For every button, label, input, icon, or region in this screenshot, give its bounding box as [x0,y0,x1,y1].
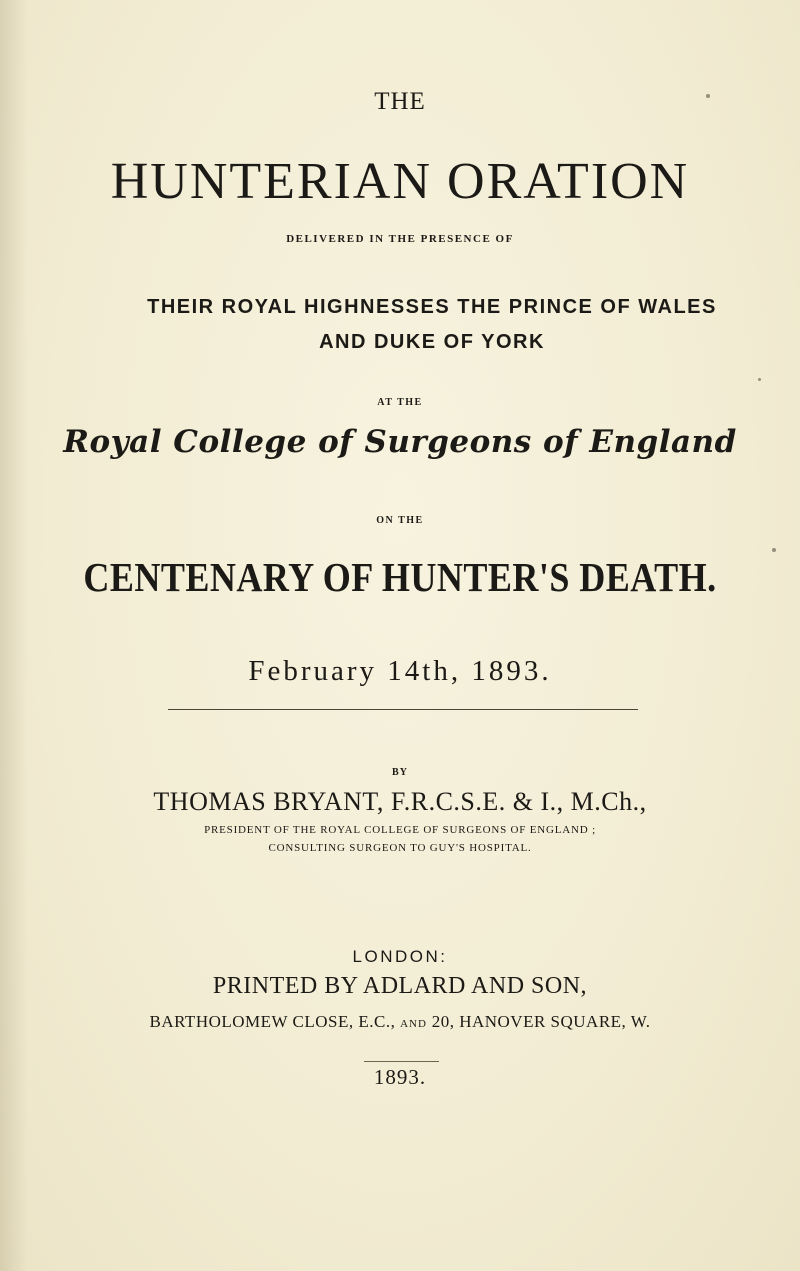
printer-address [0,1012,800,1032]
printer-address-part-2: 20, HANOVER SQUARE, W. [431,1012,651,1031]
royal-line-1: THEIR ROYAL HIGHNESSES THE PRINCE OF WALES [147,296,717,318]
by-line: BY [392,767,408,778]
publication-year: 1893. [373,1065,427,1089]
title-article: THE [374,88,426,115]
institution-name: Royal College of Surgeons of England [63,424,737,460]
author-title-1: PRESIDENT OF THE ROYAL COLLEGE OF SURGEONS OF ENGLAND ; [204,824,596,836]
divider-rule [168,709,638,710]
author-title-2: CONSULTING SURGEON TO GUY'S HOSPITAL. [268,842,532,854]
on-the-line: ON THE [376,515,424,526]
occasion-title: CENTENARY OF HUNTER'S DEATH. [83,554,717,600]
oration-date: February 14th, 1893. [248,655,552,687]
printer-name: PRINTED BY ADLARD AND SON, [212,973,588,999]
printer-address-and: AND [400,1018,427,1030]
foxing-spot [706,94,710,98]
main-title: HUNTERIAN ORATION [110,153,690,210]
year-rule [364,1061,439,1062]
foxing-spot [758,378,761,381]
at-the-line: AT THE [377,397,423,408]
royal-line-2: AND DUKE OF YORK [319,331,545,353]
delivered-line: DELIVERED IN THE PRESENCE OF [286,233,514,245]
imprint-city: LONDON: [352,947,448,966]
printer-address-part-1: BARTHOLOMEW CLOSE, E.C., [149,1012,396,1031]
foxing-spot [772,548,776,552]
author-name: THOMAS BRYANT, F.R.C.S.E. & I., M.Ch., [153,787,647,816]
